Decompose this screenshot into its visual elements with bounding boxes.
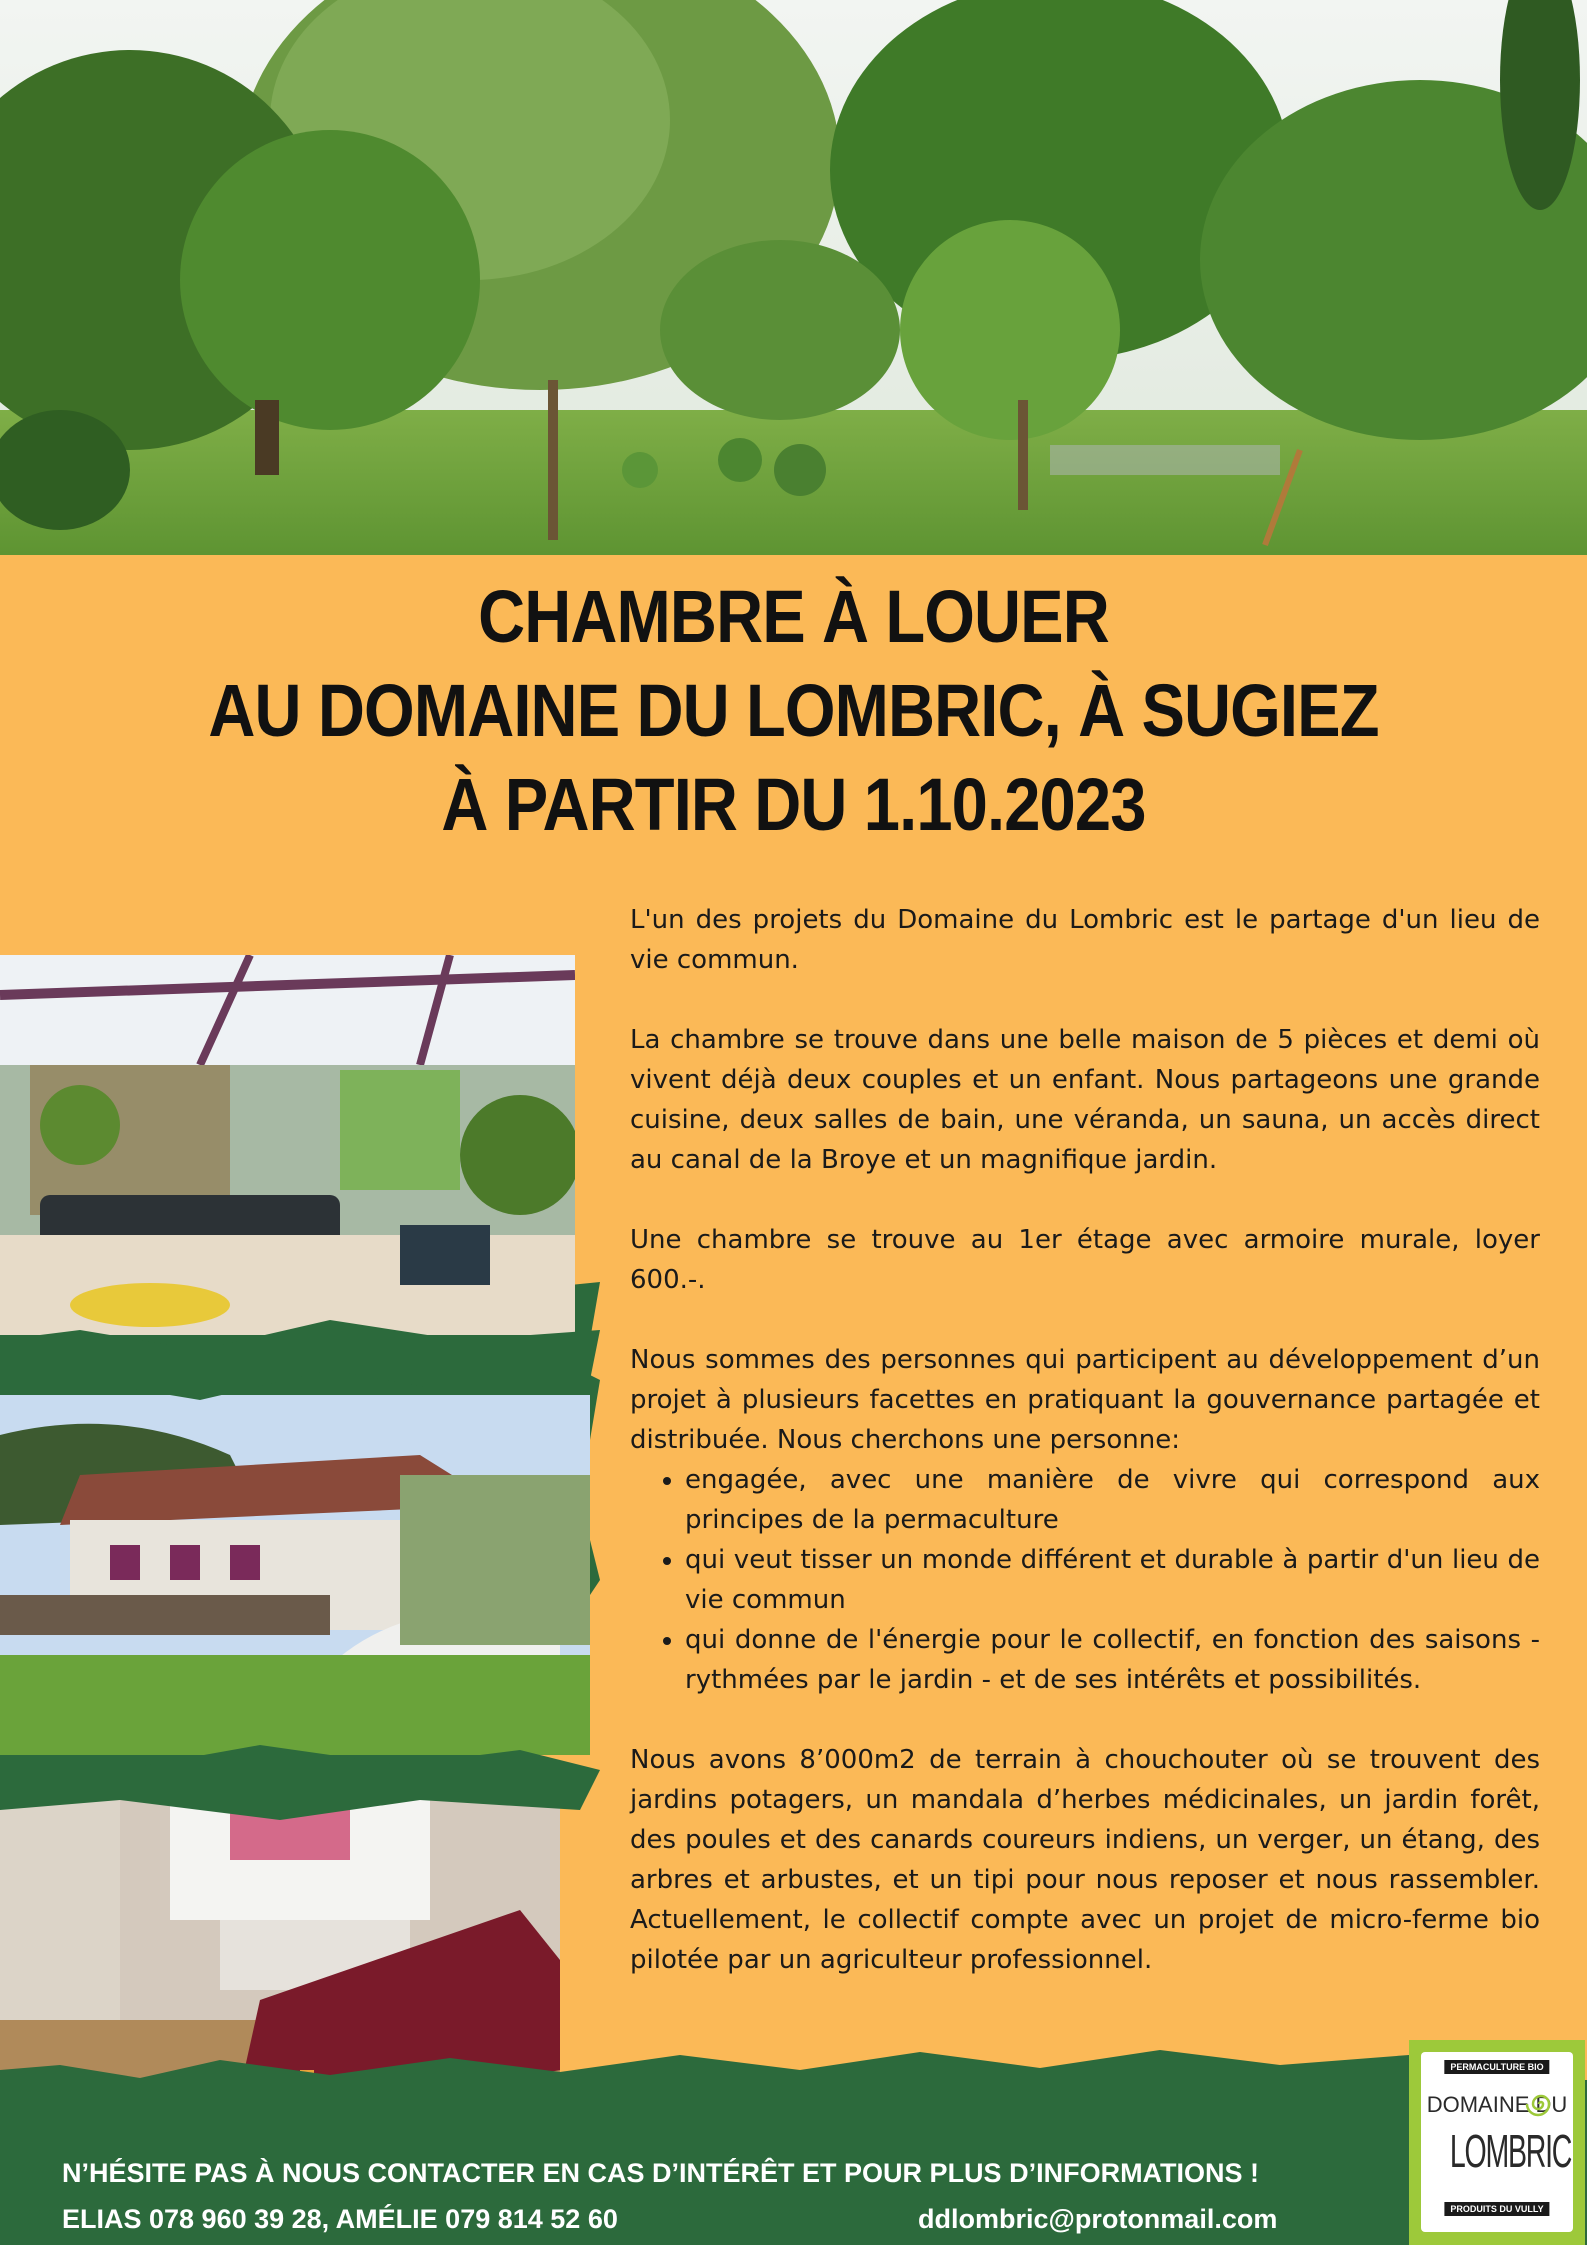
logo-card <box>1421 2052 1573 2232</box>
logo-top-label: PERMACULTURE BIO <box>1444 2060 1549 2074</box>
list-item: • qui donne de l'énergie pour le collectif, en fonction des saisons - rythmées par le jardin - et de ses intérêts et possibilités. <box>685 1620 1540 1700</box>
title-line-3: À PARTIR DU 1.10.2023 <box>441 763 1146 846</box>
title-line-1: CHAMBRE À LOUER <box>478 575 1109 658</box>
paragraph-land: Nous avons 8’000m2 de terrain à chouchouter où se trouvent des jardins potagers, un mandala d’herbes médicinales, un jardin forêt, des poules et des canards coureurs indiens, un verger, un étang, des arbres et arbustes, et un tipi pour nous reposer et nous rassembler. Actuellement, le collectif compte avec un projet de micro-ferme bio pilotée par un agriculteur professionnel. <box>630 1745 1540 1975</box>
spiral-icon <box>1525 2088 1557 2120</box>
logo-name-line-2: LOMBRIC <box>1449 2125 1572 2177</box>
paragraph-house: La chambre se trouve dans une belle maison de 5 pièces et demi où vivent déjà deux couples et un enfant. Nous partageons une grande cuisine, deux salles de bain, une véranda, un sauna, un accès direct au canal de la Broye et un magnifique jardin. <box>630 1025 1540 1175</box>
footer-email[interactable]: ddlombric@protonmail.com <box>918 2204 1278 2234</box>
footer-phones: ELIAS 078 960 39 28, AMÉLIE 079 814 52 60 <box>62 2204 618 2234</box>
list-item: • engagée, avec une manière de vivre qui correspond aux principes de la permaculture <box>685 1460 1540 1540</box>
page-title <box>95 570 1492 852</box>
photo-house <box>0 1395 590 1755</box>
hero-photo-orchard <box>0 0 1587 555</box>
footer-call-to-action: N’HÉSITE PAS À NOUS CONTACTER EN CAS D’INTÉRÊT ET POUR PLUS D’INFORMATIONS ! <box>62 2158 1260 2188</box>
photo-veranda <box>0 955 575 1335</box>
green-brush-strip-2 <box>0 1730 600 1830</box>
paragraph-room: Une chambre se trouve au 1er étage avec armoire murale, loyer 600.-. <box>630 1225 1540 1295</box>
paragraph-people: Nous sommes des personnes qui participent au développement d’un projet à plusieurs facettes en pratiquant la gouvernance partagée et distribuée. Nous cherchons une personne: <box>630 1345 1540 1455</box>
list-item: • qui veut tisser un monde différent et durable à partir d'un lieu de vie commun <box>685 1540 1540 1620</box>
green-brush-strip-1 <box>0 1300 600 1420</box>
paragraph-intro: L'un des projets du Domaine du Lombric est le partage d'un lieu de vie commun. <box>630 905 1540 975</box>
logo-bottom-label: PRODUITS DU VULLY <box>1444 2202 1549 2216</box>
body-text <box>630 900 1540 1980</box>
logo-name-line-1: DOMAINE DU <box>1426 2092 1568 2117</box>
criteria-list <box>630 1460 1540 1700</box>
title-line-2: AU DOMAINE DU LOMBRIC, À SUGIEZ <box>208 669 1379 752</box>
domaine-du-lombric-logo <box>1409 2040 1585 2245</box>
orchard-illustration <box>0 0 1587 555</box>
